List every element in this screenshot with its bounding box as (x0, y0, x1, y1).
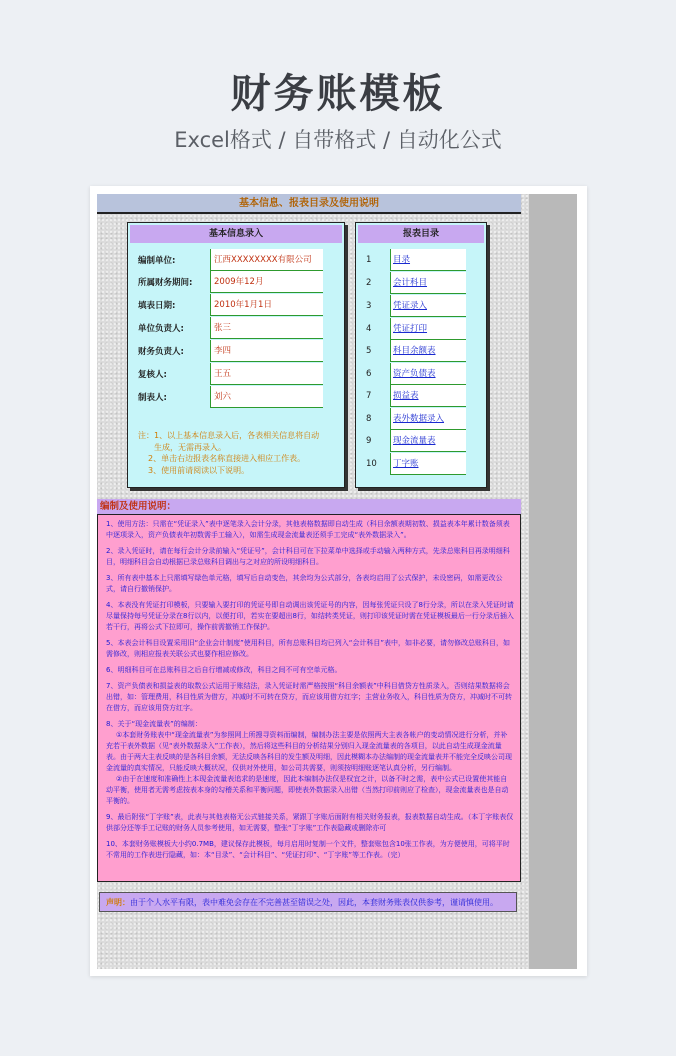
usage-paragraph: 3、所有表中基本上只需填写绿色单元格，填写后自动变色，其余均为公式部分，各表均启用了公式保护，未设密码，如需更改公式，请自行撤销保护。 (106, 574, 503, 593)
directory-link[interactable]: 凭证录入 (390, 295, 466, 317)
declaration-text: 由于个人水平有限，表中难免会存在不完善甚至错误之处，因此，本套财务账表仅供参考，谨请慎使用。 (130, 898, 498, 907)
info-label: 编制单位: (138, 256, 176, 266)
sheet-title: 基本信息、报表目录及使用说明 (97, 194, 521, 214)
basic-info-notes (138, 430, 338, 476)
info-label: 复核人: (138, 370, 167, 380)
usage-paragraph: 5、本表会计科目设置采用旧“企业会计制度”使用科目，所有总账科目均已列入“会计科目”表中，如非必要，请勿修改总账科目，如需修改，则相应报表关联公式也要作相应修改。 (106, 639, 510, 658)
directory-number: 6 (366, 369, 372, 379)
basic-info-header: 基本信息录入 (130, 225, 342, 243)
info-value-field[interactable]: 张三 (210, 317, 323, 339)
usage-paragraph: 8、关于“现金流量表”的编制： (106, 720, 202, 728)
directory-number: 2 (366, 278, 372, 288)
directory-link[interactable]: 资产负债表 (390, 363, 466, 385)
directory-number: 1 (366, 255, 372, 265)
info-label: 填表日期: (138, 301, 176, 311)
directory-item (358, 249, 484, 271)
info-row-unit-head (138, 317, 338, 339)
info-label: 所属财务期间: (138, 278, 193, 288)
info-value-field[interactable]: 刘六 (210, 386, 323, 408)
report-directory-panel (355, 222, 487, 488)
usage-header: 编制及使用说明： (97, 499, 521, 514)
declaration-bar (99, 892, 517, 912)
usage-instructions (97, 514, 521, 882)
directory-link[interactable]: 凭证打印 (390, 318, 466, 340)
info-row-unit (138, 249, 338, 271)
directory-link[interactable]: 现金流量表 (390, 430, 466, 452)
usage-paragraph: 6、明细科目可在总账科目之后自行增减或修改，科目之间不可有空单元格。 (106, 666, 342, 674)
directory-number: 7 (366, 391, 372, 401)
usage-paragraph: 4、本表没有凭证打印模板，只要输入要打印的凭证号即自动调出该凭证号的内容，因每张凭证只设了8行分录，所以在录入凭证时请尽量保持每号凭证分录在8行以内，以便打印，若实在要超出8行，如结转类凭证，则打印该凭证时需在凭证模板最后一行分录后插入若干行，再将公式下拉即可，操作前需撤销工作保护。 (106, 601, 514, 631)
info-row-fill-date (138, 294, 338, 316)
spreadsheet-preview (90, 186, 587, 976)
directory-item (358, 430, 484, 452)
usage-paragraph: 2、录入凭证时，请在每行会计分录前输入“凭证号”，会计科目可在下拉菜单中选择或手动输入两种方式，先录总账科目再录明细科目，明细科目会自动根据已录总账科目调出与之对应的所设明细科目。 (106, 547, 510, 566)
info-label: 制表人: (138, 393, 167, 403)
directory-item (358, 385, 484, 407)
directory-number: 10 (366, 459, 377, 469)
note-line: 生成，无需再录入。 (154, 442, 226, 452)
directory-item (358, 340, 484, 362)
gray-side-column (529, 194, 577, 969)
info-value-field[interactable]: 2010年1月1日 (210, 294, 323, 316)
note-line: 2、单击右边报表名称直接进入相应工作表。 (148, 454, 306, 463)
directory-number: 5 (366, 346, 372, 356)
directory-item (358, 295, 484, 317)
info-row-period (138, 271, 338, 293)
directory-link[interactable]: 丁字账 (390, 453, 466, 475)
note-line: 注：1、以上基本信息录入后，各表相关信息将自动 (138, 431, 320, 440)
directory-item (358, 318, 484, 340)
directory-link[interactable]: 损益表 (390, 385, 466, 407)
usage-paragraph: 1、使用方法：只需在“凭证录入”表中逐笔录入会计分录，其他表格数据即自动生成（科目余额表期初数、损益表本年累计数备须表中逐项录入，资产负债表年初数需手工输入），如需生成现金流量表还须手工完成“表外数据录入”。 (106, 520, 510, 539)
directory-link[interactable]: 表外数据录入 (390, 408, 466, 430)
info-value-field[interactable]: 王五 (210, 363, 323, 385)
usage-paragraph: 7、资产负债表和损益表的取数公式运用于账结法，录入凭证时需严格按照“科目余额表”中科目借贷方性质录入，否则结果数据将会出错，如：管理费用，科目性质为借方，冲减时不可转在贷方，而应该用借方红字；主营业务收入，科目性质为贷方，冲减时不可转在借方，而应该用贷方红字。 (106, 682, 512, 712)
info-row-reviewer (138, 363, 338, 385)
directory-link[interactable]: 会计科目 (390, 272, 466, 294)
directory-link[interactable]: 目录 (390, 249, 466, 271)
info-label: 单位负责人: (138, 324, 184, 334)
usage-paragraph: ①本套财务账表中“现金流量表”为参照网上所搜寻资料而编制，编制办法主要是依照两大主表各帐户的变动情况进行分析，并补充若干表外数据（见“表外数据录入”工作表），然后将这些科目的分析结果分别归入现金流量表的各项目，以此自动生成现金流量表。由于两大主表反映的是各科目余额，无法反映各科目的发生额及明细，因此模糊本办法编制的现金流量表并不能完全反映公司现金流量的真实情况，只能反映大概状况，仅供对外使用，如公司共需要，则须按明细账逐笔认真分析，另行编制。 (106, 731, 512, 772)
info-row-preparer (138, 386, 338, 408)
note-line: 3、使用前请阅读以下说明。 (148, 465, 250, 475)
hero-subtitle: Excel格式 / 自带格式 / 自动化公式 (174, 128, 502, 152)
directory-number: 9 (366, 436, 372, 446)
declaration-lead: 声明： (106, 898, 130, 907)
directory-item (358, 272, 484, 294)
worksheet (97, 194, 577, 969)
usage-paragraph: ②由于在速度和准确性上本现金流量表追求的是速度，因此本编制办法仅是权宜之计，以备不时之需，表中公式已设置使其能自动平衡，使用者无需考虑按表本身的勾稽关系和平衡问题，即使表外数据录入出错（当然打印前则应了检查），现金流量表也是自动平衡的。 (106, 775, 509, 805)
directory-link[interactable]: 科目余额表 (390, 340, 466, 362)
basic-info-panel (127, 222, 345, 488)
directory-item (358, 408, 484, 430)
directory-item (358, 363, 484, 385)
info-value-field[interactable]: 李四 (210, 340, 323, 362)
directory-number: 8 (366, 414, 372, 424)
usage-paragraph: 9、最后附张“丁字账”表，此表与其他表格无公式链接关系，紧跟丁字账后面附有相关财务报表，报表数据自动生成。（本丁字账表仅供部分还等手工记账的财务人员参考使用，如无需要，整张“丁字账”工作表隐藏或删除亦可 (106, 813, 514, 832)
directory-number: 4 (366, 324, 372, 334)
info-label: 财务负责人: (138, 347, 184, 357)
hero-title: 财务账模板 (230, 71, 446, 117)
report-directory-header: 报表目录 (358, 225, 484, 243)
directory-number: 3 (366, 301, 372, 311)
directory-item (358, 453, 484, 475)
info-value-field[interactable]: 江西XXXXXXXX有限公司 (210, 249, 323, 271)
usage-paragraph: 10、本套财务账模板大小约0.7MB，建议保存此模板，每月启用时复制一个文件，整套账包含10张工作表，为方便使用，可将平时不常用的工作表进行隐藏，如：本“目录”、“会计科目”、“凭证打印”、“丁字账”等工作表。（完） (106, 840, 510, 859)
info-value-field[interactable]: 2009年12月 (210, 271, 323, 293)
info-row-finance-head (138, 340, 338, 362)
